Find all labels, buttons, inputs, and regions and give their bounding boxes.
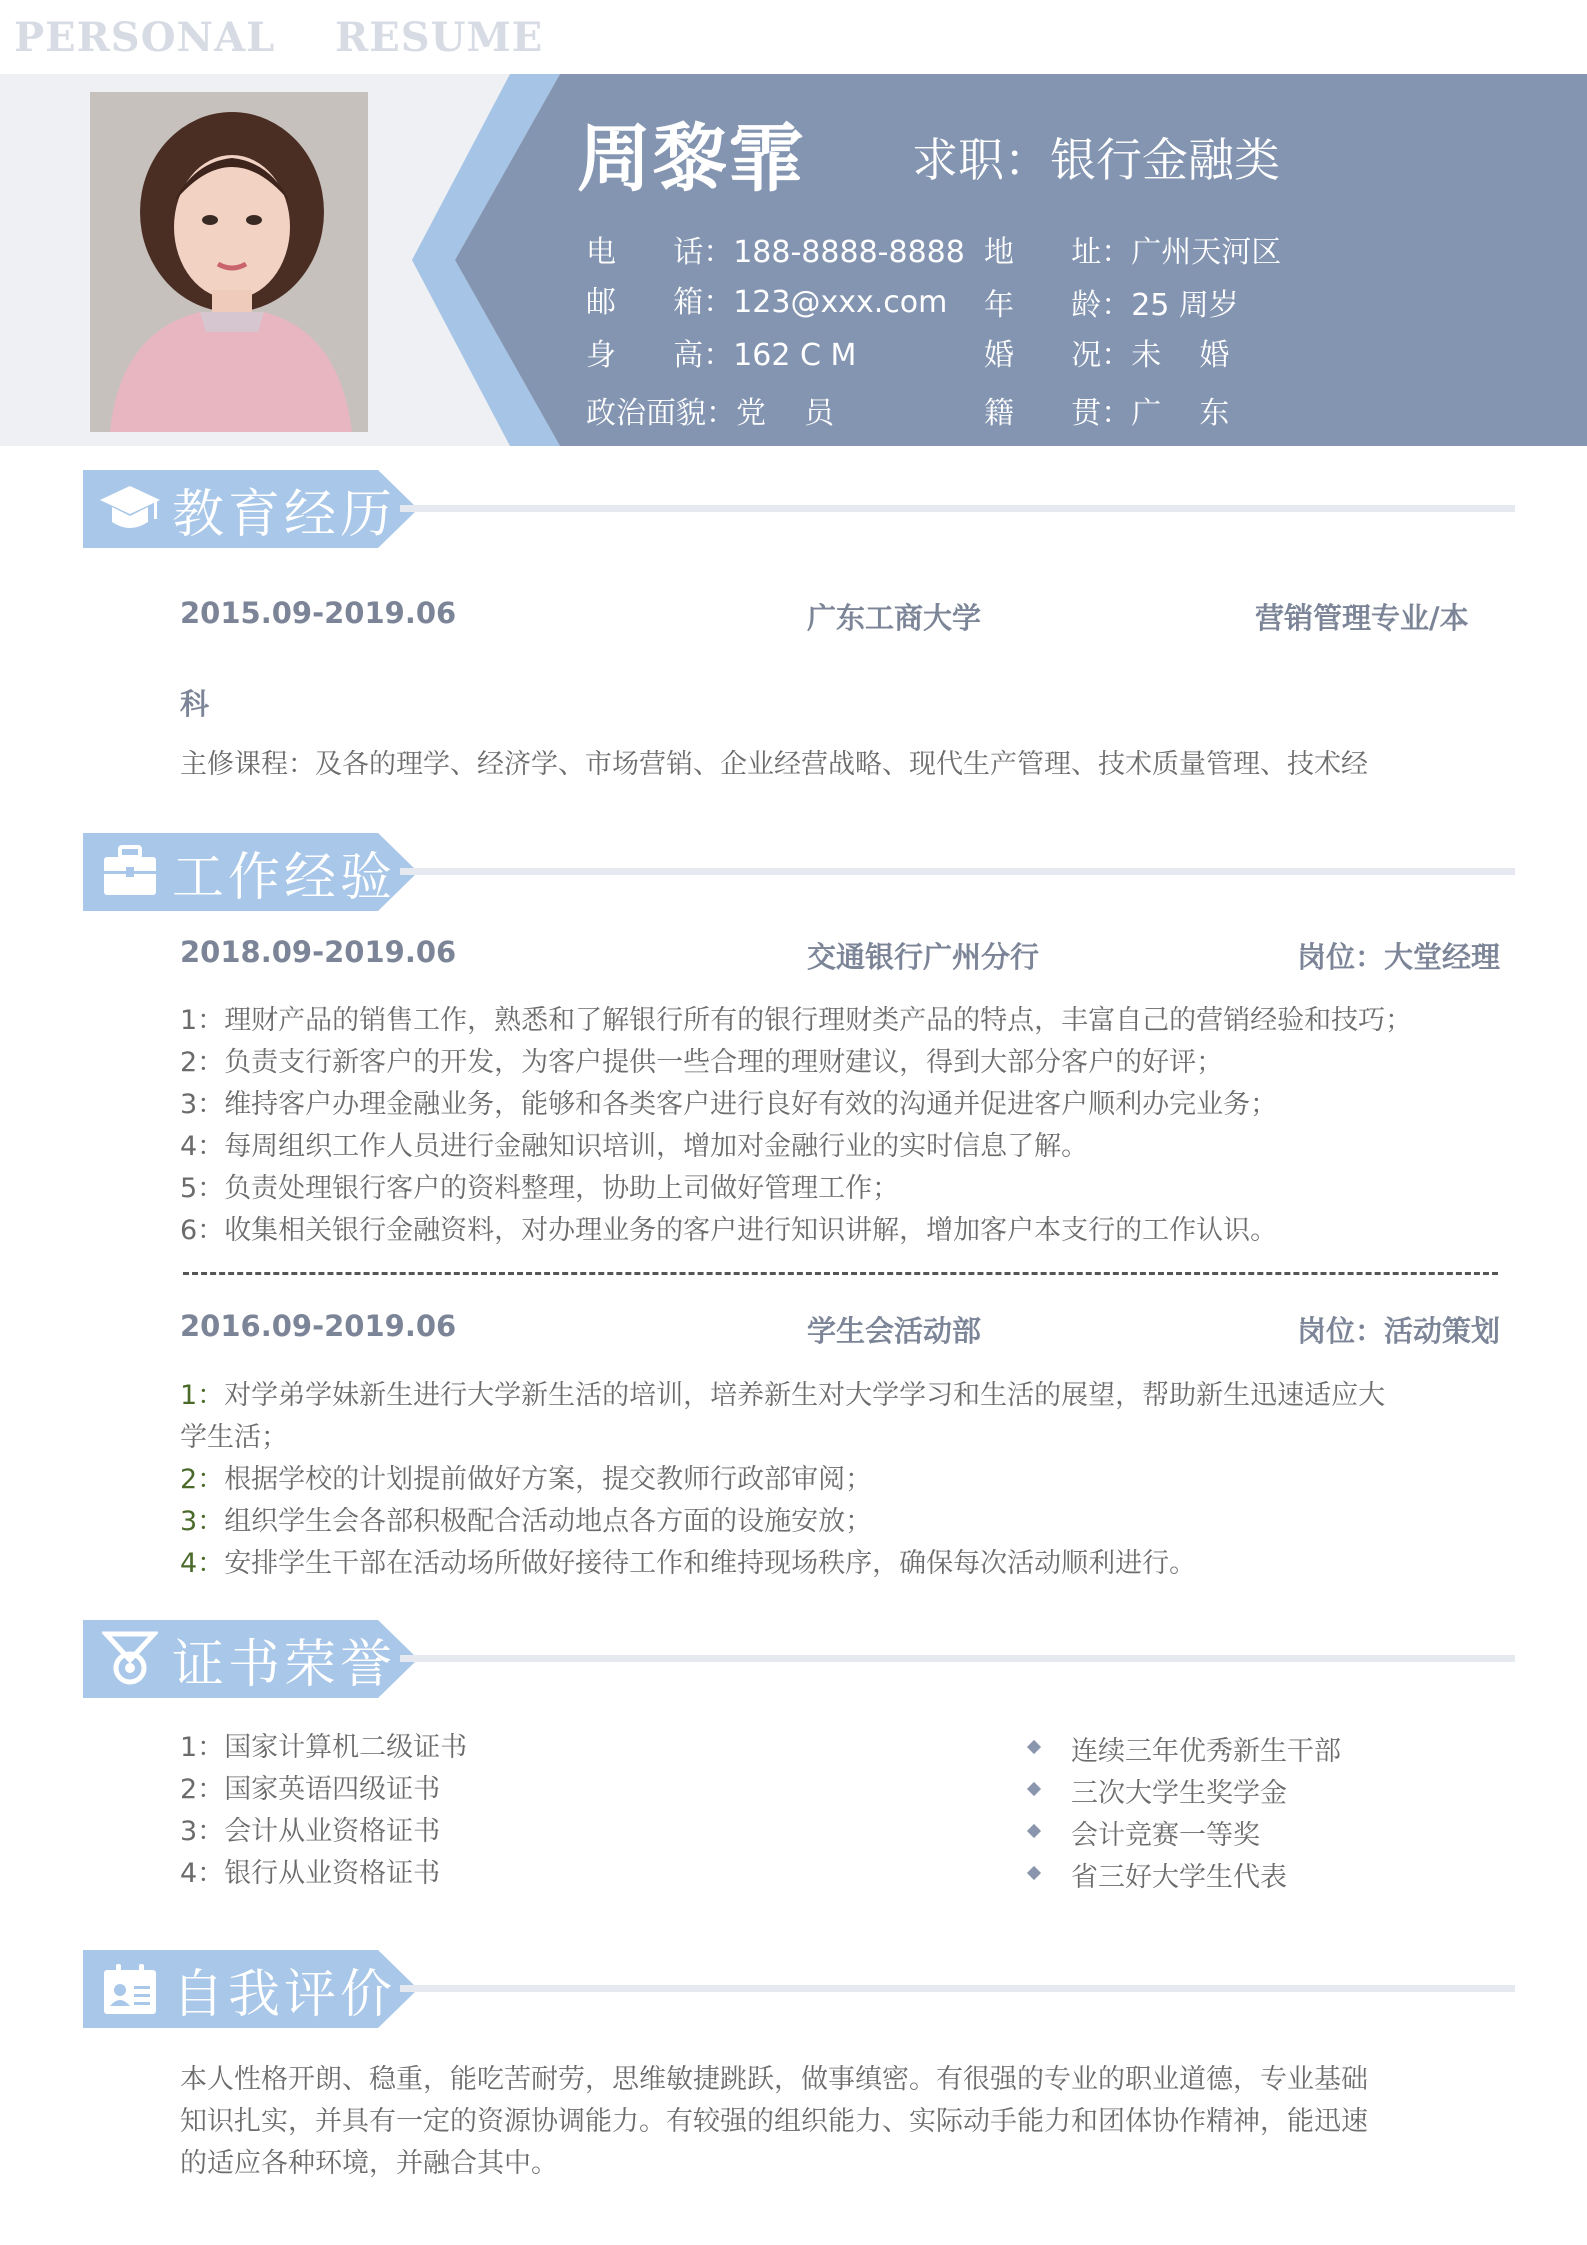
work-item (180, 1415, 288, 1454)
item-text: 银行从业资格证书 (224, 1858, 441, 1889)
id-card-icon (102, 1962, 158, 2016)
item-number: 3： (180, 1506, 225, 1537)
work-item (180, 1082, 1277, 1121)
info-address (984, 227, 1281, 271)
item-text: 负责支行新客户的开发，为客户提供一些合理的理财建议，得到大部分客户的好评； (224, 1047, 1224, 1078)
briefcase-icon (102, 845, 158, 897)
work-role: 岗位：大堂经理 (1297, 940, 1501, 974)
item-text: 每周组织工作人员进行金融知识培训，增加对金融行业的实时信息了解。 (224, 1131, 1089, 1162)
self-eval-line: 知识扎实，并具有一定的资源协调能力。有较强的组织能力、实际动手能力和团体协作精神，能迅速 (180, 2106, 1368, 2137)
item-text: 国家英语四级证书 (224, 1774, 441, 1805)
section-divider (400, 505, 1515, 512)
info-label: 政治面貌： (586, 396, 736, 431)
info-label: 邮 箱： (586, 285, 734, 320)
self-eval-line: 的适应各种环境，并融合其中。 (180, 2148, 558, 2179)
info-value: 123@xxx.com (733, 285, 948, 320)
item-number: 1： (180, 1732, 225, 1763)
item-number: 1： (180, 1380, 225, 1411)
item-text: 负责处理银行客户的资料整理，协助上司做好管理工作； (224, 1173, 900, 1204)
item-number: 2： (180, 1774, 225, 1805)
item-number: 4： (180, 1131, 225, 1162)
profile-name: 周黎霏 (577, 116, 805, 202)
info-height (586, 330, 856, 374)
item-number: 6： (180, 1215, 225, 1246)
edu-major-wrap: 科 (180, 687, 210, 721)
item-text: 会计从业资格证书 (224, 1816, 441, 1847)
item-text: 维持客户办理金融业务，能够和各类客户进行良好有效的沟通并促进客户顺利办完业务； (224, 1089, 1278, 1120)
info-label: 身 高： (586, 338, 734, 373)
info-label: 地 址： (984, 235, 1132, 270)
diamond-bullet-icon (1027, 1782, 1041, 1796)
item-number: 2： (180, 1464, 225, 1495)
profile-photo (90, 92, 368, 432)
work-item (180, 1166, 899, 1205)
dashed-divider (183, 1272, 1498, 1275)
honor-item: 三次大学生奖学金 (1071, 1778, 1287, 1809)
self-eval-line: 本人性格开朗、稳重，能吃苦耐劳，思维敏捷跳跃，做事缜密。有很强的专业的职业道德，专业基础 (180, 2064, 1368, 2095)
item-number: 5： (180, 1173, 225, 1204)
work-item (180, 998, 1412, 1037)
item-text: 安排学生干部在活动场所做好接待工作和维持现场秩序，确保每次活动顺利进行。 (224, 1548, 1197, 1579)
section-title-self: 自我评价 (172, 1965, 397, 2025)
section-divider (400, 868, 1515, 875)
item-number: 3： (180, 1816, 225, 1847)
info-label: 电 话： (586, 235, 734, 270)
info-label: 婚 况： (984, 338, 1132, 373)
diamond-bullet-icon (1027, 1866, 1041, 1880)
item-text: 理财产品的销售工作，熟悉和了解银行所有的银行理财类产品的特点，丰富自己的营销经验和技巧； (224, 1005, 1413, 1036)
item-text: 收集相关银行金融资料，对办理业务的客户进行知识讲解，增加客户本支行的工作认识。 (224, 1215, 1278, 1246)
section-divider (400, 1985, 1515, 1992)
info-phone (586, 227, 965, 271)
cert-item (180, 1725, 467, 1764)
item-number: 4： (180, 1858, 225, 1889)
work-item (180, 1208, 1277, 1247)
section-divider (400, 1655, 1515, 1662)
brand-title: PERSONAL RESUME (14, 14, 544, 61)
edu-period: 2015.09-2019.06 (180, 596, 457, 630)
honor-item: 连续三年优秀新生干部 (1071, 1736, 1341, 1767)
item-number: 1： (180, 1005, 225, 1036)
info-email (586, 277, 947, 321)
work-item (180, 1499, 872, 1538)
info-value: 广州天河区 (1131, 235, 1282, 270)
job-target: 求职：银行金融类 (912, 133, 1280, 187)
cert-item (180, 1851, 440, 1890)
medal-icon (102, 1630, 158, 1686)
diamond-bullet-icon (1027, 1740, 1041, 1754)
edu-school: 广东工商大学 (807, 601, 982, 635)
item-text: 学生活； (180, 1422, 288, 1453)
item-number: 3： (180, 1089, 225, 1120)
work-org: 交通银行广州分行 (807, 940, 1040, 974)
edu-courses: 主修课程：及各的理学、经济学、市场营销、企业经营战略、现代生产管理、技术质量管理、技术经 (180, 749, 1368, 780)
info-label: 年 龄： (984, 288, 1132, 323)
work-role: 岗位：活动策划 (1297, 1314, 1501, 1348)
info-hometown (984, 388, 1229, 432)
work-item (180, 1373, 1385, 1412)
item-number: 4： (180, 1548, 225, 1579)
section-title-work: 工作经验 (172, 848, 397, 908)
item-text: 根据学校的计划提前做好方案，提交教师行政部审阅； (224, 1464, 873, 1495)
item-text: 对学弟学妹新生进行大学新生活的培训，培养新生对大学学习和生活的展望，帮助新生迅速适应大 (224, 1380, 1386, 1411)
info-value: 25 周岁 (1131, 288, 1239, 323)
work-item (180, 1040, 1223, 1079)
info-marital (984, 330, 1229, 374)
section-title-education: 教育经历 (172, 485, 397, 545)
info-value: 162 C M (733, 338, 857, 373)
work-period: 2018.09-2019.06 (180, 935, 457, 969)
edu-major: 营销管理专业/本 (1255, 601, 1469, 635)
honor-item: 省三好大学生代表 (1071, 1862, 1287, 1893)
info-value: 党 员 (736, 396, 835, 431)
info-label: 籍 贯： (984, 396, 1132, 431)
section-title-certs: 证书荣誉 (172, 1635, 397, 1695)
graduation-cap-icon (98, 480, 162, 536)
cert-item (180, 1809, 440, 1848)
item-text: 国家计算机二级证书 (224, 1732, 468, 1763)
work-item (180, 1541, 1196, 1580)
info-value: 188-8888-8888 (733, 235, 965, 270)
item-number: 2： (180, 1047, 225, 1078)
info-value: 未 婚 (1131, 338, 1230, 373)
info-political (586, 388, 834, 432)
work-period: 2016.09-2019.06 (180, 1309, 457, 1343)
info-age (984, 280, 1239, 324)
cert-item (180, 1767, 440, 1806)
diamond-bullet-icon (1027, 1824, 1041, 1838)
work-org: 学生会活动部 (807, 1314, 982, 1348)
work-item (180, 1124, 1088, 1163)
info-value: 广 东 (1131, 396, 1230, 431)
item-text: 组织学生会各部积极配合活动地点各方面的设施安放； (224, 1506, 873, 1537)
honor-item: 会计竞赛一等奖 (1071, 1820, 1260, 1851)
work-item (180, 1457, 872, 1496)
